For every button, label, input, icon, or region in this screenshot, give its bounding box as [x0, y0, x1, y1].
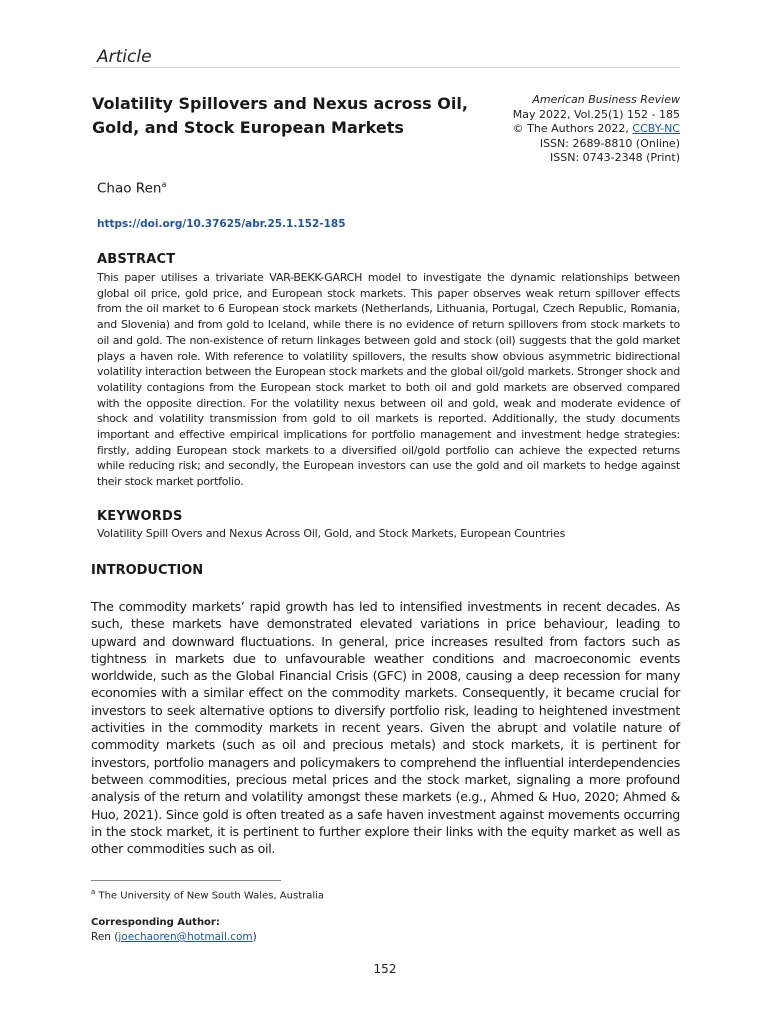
issn-print: ISSN: 0743-2348 (Print)	[550, 151, 680, 164]
keywords-heading: KEYWORDS	[97, 509, 183, 524]
abstract-heading: ABSTRACT	[97, 252, 176, 267]
journal-issue: May 2022, Vol.25(1) 152 - 185	[512, 107, 680, 121]
corresponding-author	[91, 931, 257, 943]
author-name: Chao Ren	[97, 180, 162, 197]
section-label: Article	[97, 47, 152, 67]
footnote-divider	[91, 880, 281, 881]
license-link[interactable]: CCBY-NC	[632, 122, 680, 135]
author-affiliation-mark: a	[161, 180, 167, 189]
journal-copyright: © The Authors 2022,	[512, 122, 629, 135]
page-number: 152	[373, 962, 397, 976]
journal-copyright-line	[450, 122, 680, 137]
corresponding-close: )	[252, 931, 257, 943]
abstract-text: This paper utilises a trivariate VAR-BEKK-GARCH model to investigate the dynamic relationships between global oil price, gold price, and European stock markets. This paper observes weak return spillover effects from the oil market to 6 European stock markets (Netherlands, Lithuania, Portugal, Czech Republic, Romania, and Slovenia) and from gold to Iceland, while there is no evidence of return spillovers from stock markets to oil and gold. The non-existence of return linkages between gold and stock (oil) suggests that the gold market plays a haven role. With reference to volatility spillovers, the results show obvious asymmetric bidirectional volatility interaction between the European stock markets and the global oil/gold markets. Stronger shock and volatility contagions from the European stock market to both oil and gold markets are observed compared with the opposite direction. For the volatility nexus between oil and gold, weak and moderate evidence of shock and volatility transmission from gold to oil markets is reported. Additionally, the study documents important and effective empirical implications for portfolio management and investment hedge strategies: firstly, adding European stock markets to a diversified oil/gold portfolio can achieve the expected returns while reducing risk; and secondly, the European investors can use the gold and oil markets to hedge against their stock market portfolio.	[97, 271, 680, 489]
introduction-heading: INTRODUCTION	[91, 563, 204, 578]
introduction-text: The commodity markets’ rapid growth has led to intensified investments in recent decades. As such, these markets have demonstrated elevated variations in price behaviour, leading to upward and downward fluctuations. In general, price increases resulted from factors such as tightness in markets due to unfavourable weather conditions and macroeconomic events worldwide, such as the Global Financial Crisis (GFC) in 2008, causing a deep recession for many economies with a similar effect on the commodity markets. Consequently, it became crucial for investors to seek alternative options to diversify portfolio risk, leading to heightened investment activities in the commodity markets in recent years. Given the abrupt and volatile nature of commodity markets (such as oil and precious metals) and stock markets, it is pertinent for investors, portfolio managers and policymakers to comprehend the influential interdependencies between commodities, precious metal prices and the stock market, signaling a more profound analysis of the return and volatility amongst these markets (e.g., Ahmed & Huo, 2020; Ahmed & Huo, 2021). Since gold is often treated as a safe haven investment against movements occurring in the stock market, it is pertinent to further explore their links with the equity market as well as other commodities such as oil.	[91, 599, 680, 857]
footnote	[91, 888, 324, 901]
footnote-text: The University of New South Wales, Australia	[98, 890, 325, 902]
issn-online: ISSN: 2689-8810 (Online)	[539, 136, 680, 150]
author	[97, 180, 166, 197]
footnote-mark: a	[91, 888, 96, 896]
corresponding-email-link[interactable]: joechaoren@hotmail.com	[118, 931, 253, 943]
section-divider	[92, 67, 680, 68]
article-title: Volatility Spillovers and Nexus across Oil, Gold, and Stock European Markets	[92, 94, 468, 137]
journal-info	[450, 93, 680, 166]
corresponding-author-name: Ren (	[91, 931, 119, 943]
journal-name: American Business Review	[532, 93, 680, 106]
corresponding-author-label: Corresponding Author:	[91, 917, 220, 928]
keywords-text: Volatility Spill Overs and Nexus Across Oil, Gold, and Stock Markets, European Countries	[97, 527, 566, 540]
doi-link[interactable]: https://doi.org/10.37625/abr.25.1.152-185	[97, 218, 346, 230]
